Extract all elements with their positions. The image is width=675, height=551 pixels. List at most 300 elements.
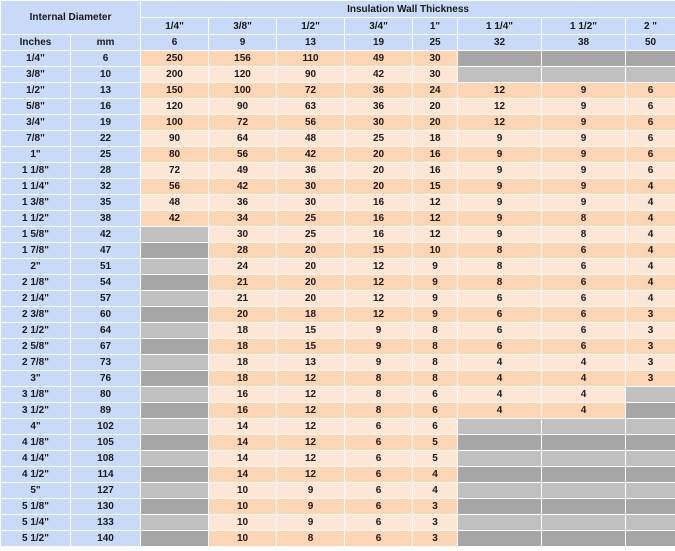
value-cell: 12 (345, 291, 413, 307)
value-cell: 72 (277, 83, 345, 99)
table-row (1, 275, 675, 291)
unavailable-cell (542, 51, 626, 67)
table-row (1, 371, 675, 387)
unavailable-cell (141, 499, 209, 515)
unavailable-cell (141, 451, 209, 467)
value-cell: 6 (542, 243, 626, 259)
value-cell: 30 (413, 67, 458, 83)
diameter-mm-cell: 105 (71, 435, 141, 451)
diameter-mm-cell: 38 (71, 211, 141, 227)
value-cell: 8 (413, 371, 458, 387)
table-row (1, 99, 675, 115)
diameter-inches-cell: 2 7/8" (1, 355, 71, 371)
value-cell: 12 (458, 83, 542, 99)
unavailable-cell (141, 243, 209, 259)
diameter-mm-cell: 19 (71, 115, 141, 131)
diameter-inches-cell: 4 1/2" (1, 467, 71, 483)
unavailable-cell (542, 451, 626, 467)
value-cell: 63 (277, 99, 345, 115)
diameter-mm-cell: 16 (71, 99, 141, 115)
value-cell: 4 (413, 467, 458, 483)
thickness-mm-header: 50 (626, 35, 675, 51)
value-cell: 6 (626, 99, 675, 115)
table-row (1, 211, 675, 227)
value-cell: 6 (458, 307, 542, 323)
diameter-mm-cell: 51 (71, 259, 141, 275)
unavailable-cell (542, 467, 626, 483)
value-cell: 3 (626, 355, 675, 371)
value-cell: 6 (458, 291, 542, 307)
diameter-mm-cell: 54 (71, 275, 141, 291)
value-cell: 8 (458, 259, 542, 275)
value-cell: 8 (458, 275, 542, 291)
unavailable-cell (542, 499, 626, 515)
unavailable-cell (458, 435, 542, 451)
value-cell: 18 (209, 355, 277, 371)
value-cell: 156 (209, 51, 277, 67)
value-cell: 16 (345, 227, 413, 243)
value-cell: 12 (277, 467, 345, 483)
value-cell: 8 (413, 339, 458, 355)
value-cell: 12 (277, 387, 345, 403)
unavailable-cell (542, 515, 626, 531)
value-cell: 4 (542, 403, 626, 419)
value-cell: 30 (209, 227, 277, 243)
diameter-inches-cell: 1" (1, 147, 71, 163)
value-cell: 14 (209, 435, 277, 451)
thickness-mm-header: 9 (209, 35, 277, 51)
unavailable-cell (458, 51, 542, 67)
table-row (1, 131, 675, 147)
diameter-mm-cell: 130 (71, 499, 141, 515)
value-cell: 28 (209, 243, 277, 259)
value-cell: 100 (141, 115, 209, 131)
unavailable-cell (141, 387, 209, 403)
value-cell: 250 (141, 51, 209, 67)
value-cell: 20 (277, 291, 345, 307)
diameter-mm-cell: 127 (71, 483, 141, 499)
unavailable-cell (141, 515, 209, 531)
unavailable-cell (542, 67, 626, 83)
value-cell: 42 (277, 147, 345, 163)
value-cell: 120 (209, 67, 277, 83)
value-cell: 4 (626, 211, 675, 227)
value-cell: 8 (345, 387, 413, 403)
diameter-inches-cell: 7/8" (1, 131, 71, 147)
value-cell: 6 (413, 419, 458, 435)
diameter-inches-cell: 2 1/4" (1, 291, 71, 307)
value-cell: 3 (413, 531, 458, 547)
value-cell: 4 (542, 387, 626, 403)
table-row (1, 499, 675, 515)
diameter-mm-cell: 102 (71, 419, 141, 435)
unavailable-cell (141, 419, 209, 435)
table-row (1, 531, 675, 547)
value-cell: 3 (626, 339, 675, 355)
value-cell: 4 (626, 291, 675, 307)
unavailable-cell (458, 515, 542, 531)
value-cell: 12 (458, 115, 542, 131)
unavailable-cell (141, 483, 209, 499)
diameter-inches-cell: 3/4" (1, 115, 71, 131)
value-cell: 4 (626, 243, 675, 259)
thickness-inch-header: 1/2" (277, 18, 345, 35)
unavailable-cell (141, 355, 209, 371)
value-cell: 8 (542, 227, 626, 243)
unavailable-cell (626, 67, 675, 83)
value-cell: 16 (209, 403, 277, 419)
table-row (1, 115, 675, 131)
value-cell: 30 (413, 51, 458, 67)
value-cell: 4 (626, 259, 675, 275)
table-row (1, 227, 675, 243)
diameter-inches-cell: 5 1/2" (1, 531, 71, 547)
value-cell: 56 (277, 115, 345, 131)
value-cell: 15 (345, 243, 413, 259)
unavailable-cell (458, 531, 542, 547)
value-cell: 6 (345, 483, 413, 499)
value-cell: 6 (345, 467, 413, 483)
unavailable-cell (458, 467, 542, 483)
value-cell: 18 (209, 339, 277, 355)
value-cell: 12 (277, 451, 345, 467)
diameter-inches-cell: 1/4" (1, 51, 71, 67)
value-cell: 8 (413, 323, 458, 339)
table-row (1, 291, 675, 307)
unavailable-cell (626, 483, 675, 499)
value-cell: 18 (209, 371, 277, 387)
value-cell: 12 (277, 419, 345, 435)
inches-column-header: Inches (1, 35, 71, 51)
value-cell: 14 (209, 451, 277, 467)
value-cell: 20 (209, 307, 277, 323)
thickness-mm-header: 6 (141, 35, 209, 51)
value-cell: 5 (413, 451, 458, 467)
value-cell: 3 (626, 323, 675, 339)
value-cell: 9 (345, 355, 413, 371)
diameter-inches-cell: 4 1/4" (1, 451, 71, 467)
value-cell: 12 (277, 371, 345, 387)
value-cell: 20 (345, 163, 413, 179)
thickness-inch-header: 1" (413, 18, 458, 35)
value-cell: 90 (141, 131, 209, 147)
diameter-mm-cell: 6 (71, 51, 141, 67)
thickness-mm-header: 38 (542, 35, 626, 51)
value-cell: 16 (413, 163, 458, 179)
diameter-mm-cell: 42 (71, 227, 141, 243)
unavailable-cell (141, 435, 209, 451)
value-cell: 10 (413, 243, 458, 259)
value-cell: 4 (542, 371, 626, 387)
value-cell: 6 (542, 275, 626, 291)
value-cell: 72 (141, 163, 209, 179)
value-cell: 20 (277, 259, 345, 275)
table-row (1, 435, 675, 451)
value-cell: 9 (413, 307, 458, 323)
value-cell: 3 (626, 371, 675, 387)
thickness-mm-header: 19 (345, 35, 413, 51)
diameter-inches-cell: 4" (1, 419, 71, 435)
value-cell: 9 (542, 147, 626, 163)
diameter-mm-cell: 108 (71, 451, 141, 467)
diameter-inches-cell: 4 1/8" (1, 435, 71, 451)
mm-column-header: mm (71, 35, 141, 51)
value-cell: 13 (277, 355, 345, 371)
table-row (1, 147, 675, 163)
value-cell: 16 (345, 211, 413, 227)
unavailable-cell (458, 419, 542, 435)
thickness-mm-header: 25 (413, 35, 458, 51)
table-row (1, 51, 675, 67)
value-cell: 9 (458, 147, 542, 163)
value-cell: 24 (413, 83, 458, 99)
value-cell: 42 (209, 179, 277, 195)
value-cell: 4 (626, 195, 675, 211)
table-row (1, 339, 675, 355)
value-cell: 9 (542, 163, 626, 179)
value-cell: 3 (413, 499, 458, 515)
value-cell: 56 (209, 147, 277, 163)
value-cell: 16 (413, 147, 458, 163)
value-cell: 25 (277, 227, 345, 243)
table-row (1, 83, 675, 99)
value-cell: 6 (542, 291, 626, 307)
diameter-inches-cell: 1 1/8" (1, 163, 71, 179)
value-cell: 9 (458, 211, 542, 227)
value-cell: 20 (413, 115, 458, 131)
diameter-inches-cell: 3 1/8" (1, 387, 71, 403)
diameter-inches-cell: 1/2" (1, 83, 71, 99)
unavailable-cell (141, 531, 209, 547)
value-cell: 42 (345, 67, 413, 83)
value-cell: 6 (458, 323, 542, 339)
value-cell: 6 (345, 531, 413, 547)
value-cell: 4 (413, 483, 458, 499)
diameter-mm-cell: 22 (71, 131, 141, 147)
value-cell: 9 (458, 227, 542, 243)
value-cell: 6 (542, 323, 626, 339)
table-row (1, 451, 675, 467)
diameter-inches-cell: 2 1/2" (1, 323, 71, 339)
value-cell: 8 (413, 355, 458, 371)
value-cell: 25 (277, 211, 345, 227)
diameter-mm-cell: 25 (71, 147, 141, 163)
value-cell: 8 (542, 211, 626, 227)
value-cell: 9 (413, 259, 458, 275)
thickness-inch-header: 3/8" (209, 18, 277, 35)
value-cell: 90 (209, 99, 277, 115)
value-cell: 9 (542, 115, 626, 131)
table-row (1, 323, 675, 339)
table-row (1, 163, 675, 179)
value-cell: 6 (626, 83, 675, 99)
value-cell: 3 (413, 515, 458, 531)
unavailable-cell (542, 531, 626, 547)
value-cell: 9 (345, 323, 413, 339)
value-cell: 5 (413, 435, 458, 451)
diameter-mm-cell: 47 (71, 243, 141, 259)
thickness-inch-header: 3/4" (345, 18, 413, 35)
table-row (1, 483, 675, 499)
value-cell: 3 (626, 307, 675, 323)
diameter-inches-cell: 5/8" (1, 99, 71, 115)
diameter-inches-cell: 1 7/8" (1, 243, 71, 259)
value-cell: 4 (458, 403, 542, 419)
thickness-mm-row (1, 35, 675, 51)
diameter-mm-cell: 73 (71, 355, 141, 371)
value-cell: 18 (277, 307, 345, 323)
value-cell: 30 (345, 115, 413, 131)
value-cell: 56 (141, 179, 209, 195)
unavailable-cell (458, 67, 542, 83)
value-cell: 30 (277, 195, 345, 211)
value-cell: 20 (413, 99, 458, 115)
value-cell: 6 (345, 499, 413, 515)
value-cell: 100 (209, 83, 277, 99)
thickness-inch-header: 2 " (626, 18, 675, 35)
value-cell: 42 (141, 211, 209, 227)
diameter-inches-cell: 5" (1, 483, 71, 499)
unavailable-cell (141, 403, 209, 419)
value-cell: 9 (458, 179, 542, 195)
diameter-mm-cell: 140 (71, 531, 141, 547)
unavailable-cell (626, 499, 675, 515)
unavailable-cell (626, 467, 675, 483)
value-cell: 6 (542, 259, 626, 275)
value-cell: 6 (413, 403, 458, 419)
diameter-inches-cell: 2" (1, 259, 71, 275)
value-cell: 9 (277, 515, 345, 531)
value-cell: 12 (413, 211, 458, 227)
header-row-top (1, 1, 675, 18)
insulation-wall-thickness-header: Insulation Wall Thickness (141, 1, 675, 18)
unavailable-cell (542, 483, 626, 499)
value-cell: 6 (458, 339, 542, 355)
thickness-inch-header: 1/4" (141, 18, 209, 35)
value-cell: 9 (542, 83, 626, 99)
diameter-mm-cell: 64 (71, 323, 141, 339)
value-cell: 30 (277, 179, 345, 195)
diameter-inches-cell: 3 1/2" (1, 403, 71, 419)
table-row (1, 179, 675, 195)
diameter-inches-cell: 3" (1, 371, 71, 387)
value-cell: 110 (277, 51, 345, 67)
value-cell: 4 (458, 355, 542, 371)
table-row (1, 467, 675, 483)
value-cell: 21 (209, 275, 277, 291)
value-cell: 8 (458, 243, 542, 259)
thickness-mm-header: 32 (458, 35, 542, 51)
value-cell: 21 (209, 291, 277, 307)
unavailable-cell (458, 499, 542, 515)
unavailable-cell (626, 403, 675, 419)
unavailable-cell (542, 419, 626, 435)
value-cell: 36 (277, 163, 345, 179)
value-cell: 6 (345, 515, 413, 531)
value-cell: 6 (345, 419, 413, 435)
table-body (1, 51, 675, 547)
value-cell: 150 (141, 83, 209, 99)
value-cell: 4 (458, 371, 542, 387)
value-cell: 4 (458, 387, 542, 403)
diameter-mm-cell: 80 (71, 387, 141, 403)
value-cell: 9 (413, 275, 458, 291)
unavailable-cell (626, 387, 675, 403)
value-cell: 12 (458, 99, 542, 115)
unavailable-cell (141, 467, 209, 483)
value-cell: 9 (542, 179, 626, 195)
unavailable-cell (141, 371, 209, 387)
value-cell: 6 (626, 131, 675, 147)
value-cell: 14 (209, 419, 277, 435)
value-cell: 9 (542, 131, 626, 147)
unavailable-cell (626, 531, 675, 547)
diameter-mm-cell: 133 (71, 515, 141, 531)
value-cell: 4 (626, 275, 675, 291)
value-cell: 200 (141, 67, 209, 83)
value-cell: 48 (277, 131, 345, 147)
value-cell: 8 (277, 531, 345, 547)
value-cell: 12 (277, 403, 345, 419)
diameter-inches-cell: 5 1/8" (1, 499, 71, 515)
value-cell: 72 (209, 115, 277, 131)
value-cell: 4 (542, 355, 626, 371)
value-cell: 6 (413, 387, 458, 403)
thickness-inch-header: 1 1/2" (542, 18, 626, 35)
diameter-mm-cell: 57 (71, 291, 141, 307)
value-cell: 12 (345, 307, 413, 323)
diameter-mm-cell: 60 (71, 307, 141, 323)
diameter-inches-cell: 3/8" (1, 67, 71, 83)
diameter-inches-cell: 1 3/8" (1, 195, 71, 211)
unavailable-cell (626, 435, 675, 451)
value-cell: 6 (542, 307, 626, 323)
value-cell: 20 (277, 243, 345, 259)
unavailable-cell (626, 51, 675, 67)
value-cell: 36 (345, 83, 413, 99)
diameter-inches-cell: 1 1/2" (1, 211, 71, 227)
value-cell: 9 (458, 131, 542, 147)
thickness-inch-header: 1 1/4" (458, 18, 542, 35)
unavailable-cell (141, 307, 209, 323)
value-cell: 9 (345, 339, 413, 355)
value-cell: 20 (345, 147, 413, 163)
value-cell: 8 (345, 371, 413, 387)
value-cell: 49 (345, 51, 413, 67)
value-cell: 4 (626, 227, 675, 243)
value-cell: 120 (141, 99, 209, 115)
value-cell: 12 (413, 195, 458, 211)
table-row (1, 195, 675, 211)
value-cell: 15 (277, 323, 345, 339)
diameter-inches-cell: 2 1/8" (1, 275, 71, 291)
value-cell: 4 (626, 179, 675, 195)
value-cell: 10 (209, 483, 277, 499)
unavailable-cell (542, 435, 626, 451)
value-cell: 9 (458, 163, 542, 179)
diameter-inches-cell: 5 1/4" (1, 515, 71, 531)
unavailable-cell (141, 323, 209, 339)
value-cell: 18 (413, 131, 458, 147)
diameter-mm-cell: 35 (71, 195, 141, 211)
value-cell: 15 (277, 339, 345, 355)
diameter-mm-cell: 76 (71, 371, 141, 387)
diameter-inches-cell: 2 3/8" (1, 307, 71, 323)
value-cell: 9 (458, 195, 542, 211)
unavailable-cell (626, 515, 675, 531)
value-cell: 80 (141, 147, 209, 163)
value-cell: 18 (209, 323, 277, 339)
